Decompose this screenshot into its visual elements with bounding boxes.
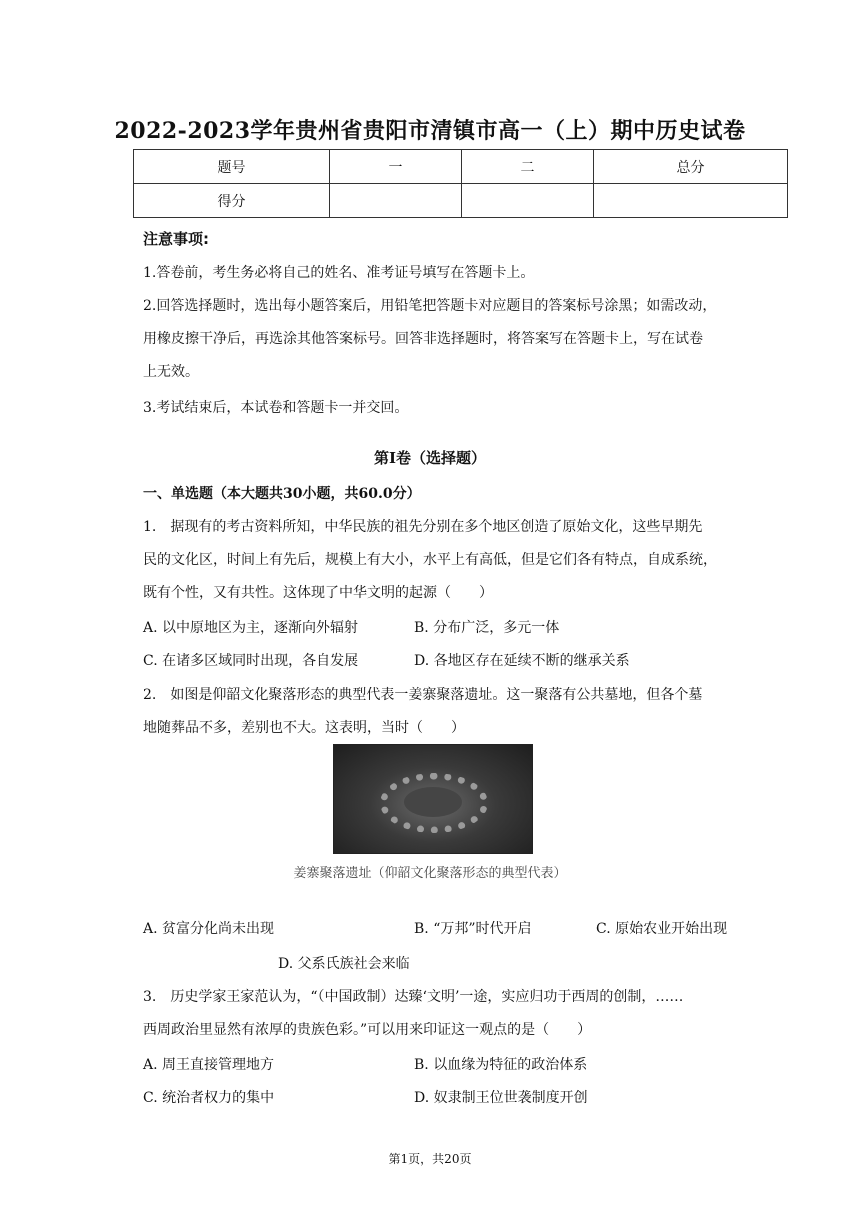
score-cell-total bbox=[594, 184, 788, 218]
note-line-1: 1.答卷前，考生务必将自己的姓名、准考证号填写在答题卡上。 bbox=[143, 265, 535, 281]
header-cell-part-1: 一 bbox=[330, 150, 462, 184]
q1-line-1: 1. 据现有的考古资料所知，中华民族的祖先分别在多个地区创造了原始文化，这些早期先 bbox=[143, 519, 703, 535]
page-footer: 第1页，共20页 bbox=[388, 1152, 472, 1166]
q1-option-b[interactable]: B. 分布广泛，多元一体 bbox=[414, 620, 560, 636]
q3-option-c[interactable]: C. 统治者权力的集中 bbox=[143, 1090, 275, 1106]
score-cell-part-1 bbox=[330, 184, 462, 218]
header-cell-question-no: 题号 bbox=[134, 150, 330, 184]
header-cell-total: 总分 bbox=[594, 150, 788, 184]
score-table bbox=[133, 149, 788, 218]
photo-caption: 姜寨聚落遗址（仰韶文化聚落形态的典型代表） bbox=[293, 866, 567, 881]
q1-line-3: 既有个性，又有共性。这体现了中华文明的起源（ ） bbox=[143, 585, 493, 601]
score-cell-part-2 bbox=[462, 184, 594, 218]
q3-option-b[interactable]: B. 以血缘为特征的政治体系 bbox=[414, 1057, 588, 1073]
subsection-title: 一、单选题（本大题共30小题，共60.0分） bbox=[143, 486, 421, 502]
header-cell-part-2: 二 bbox=[462, 150, 594, 184]
q1-option-a[interactable]: A. 以中原地区为主，逐渐向外辐射 bbox=[143, 620, 359, 636]
settlement-site-photo bbox=[333, 744, 533, 854]
notes-heading: 注意事项: bbox=[143, 230, 209, 248]
central-plaza-shape bbox=[404, 787, 462, 817]
q1-option-c[interactable]: C. 在诸多区域同时出现，各自发展 bbox=[143, 653, 359, 669]
note-line-4: 上无效。 bbox=[143, 364, 199, 380]
q3-option-a[interactable]: A. 周王直接管理地方 bbox=[143, 1057, 275, 1073]
q2-line-1: 2. 如图是仰韶文化聚落形态的典型代表一姜寨聚落遗址。这一聚落有公共墓地，但各个墓 bbox=[143, 687, 703, 703]
exam-title: 2022-2023学年贵州省贵阳市清镇市高一（上）期中历史试卷 bbox=[114, 118, 746, 144]
q3-line-2: 西周政治里显然有浓厚的贵族色彩。”可以用来印证这一观点的是（ ） bbox=[143, 1022, 592, 1038]
section-title: 第I卷（选择题） bbox=[373, 449, 487, 467]
q1-option-d[interactable]: D. 各地区存在延续不断的继承关系 bbox=[414, 653, 630, 669]
q1-line-2: 民的文化区，时间上有先后，规模上有大小，水平上有高低，但是它们各有特点，自成系统， bbox=[143, 552, 717, 568]
q2-option-c[interactable]: C. 原始农业开始出现 bbox=[596, 921, 728, 937]
score-table-header-row bbox=[134, 150, 788, 184]
score-row-label: 得分 bbox=[134, 184, 330, 218]
note-line-3: 用橡皮擦干净后，再选涂其他答案标号。回答非选择题时，将答案写在答题卡上，写在试卷 bbox=[143, 331, 703, 347]
q2-line-2: 地随葬品不多，差别也不大。这表明，当时（ ） bbox=[143, 720, 465, 736]
score-table-score-row bbox=[134, 184, 788, 218]
q2-option-b[interactable]: B. “万邦”时代开启 bbox=[414, 921, 532, 937]
q2-option-d[interactable]: D. 父系氏族社会来临 bbox=[278, 956, 410, 972]
q3-option-d[interactable]: D. 奴隶制王位世袭制度开创 bbox=[414, 1090, 588, 1106]
q2-option-a[interactable]: A. 贫富分化尚未出现 bbox=[143, 921, 275, 937]
note-line-2: 2.回答选择题时，选出每小题答案后，用铅笔把答题卡对应题目的答案标号涂黑；如需改动， bbox=[143, 298, 717, 314]
note-line-5: 3.考试结束后，本试卷和答题卡一并交回。 bbox=[143, 400, 409, 416]
q3-line-1: 3. 历史学家王家范认为，“（中国政制）达臻‘文明’一途，实应归功于西周的创制，…… bbox=[143, 989, 684, 1005]
